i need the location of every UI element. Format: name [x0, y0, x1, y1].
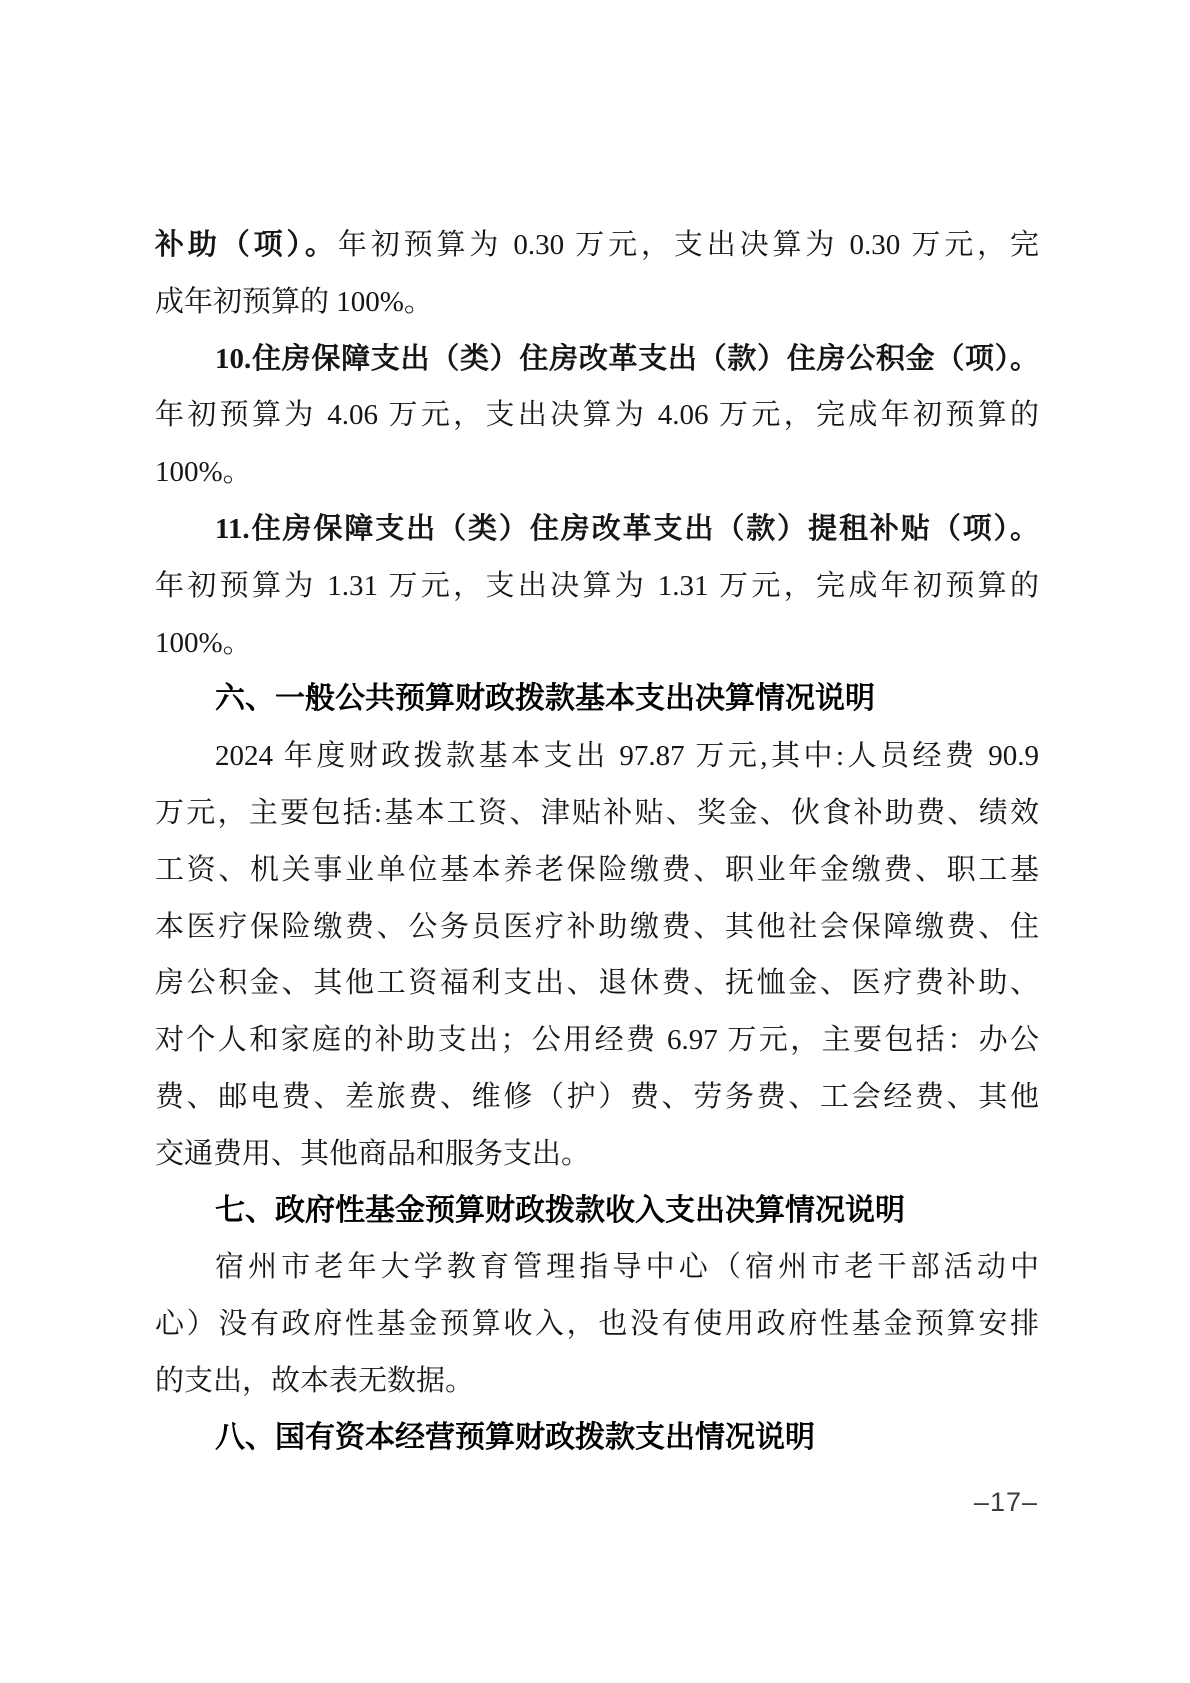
text-block — [155, 217, 1039, 1467]
item-10-body-line-1: 年初预算为 4.06 万元，支出决算为 4.06 万元，完成年初预算的 — [155, 399, 1039, 432]
section-6-para-line-8: 交通费用、其他商品和服务支出。 — [155, 1137, 591, 1170]
item-11-body-line-2: 100%。 — [155, 626, 252, 659]
item-9-tail-line-2: 成年初预算的 100%。 — [155, 285, 433, 318]
item-11-heading: 11.住房保障支出（类）住房改革支出（款）提租补贴（项）。 — [215, 512, 1039, 545]
section-6-para-line-2: 万元，主要包括:基本工资、津贴补贴、奖金、伙食补助费、绩效 — [155, 796, 1039, 829]
section-6-para-line-7: 费、邮电费、差旅费、维修（护）费、劳务费、工会经费、其他 — [155, 1080, 1039, 1113]
section-7-para-line-2: 心）没有政府性基金预算收入，也没有使用政府性基金预算安排 — [155, 1308, 1039, 1341]
item-11-body-line-1: 年初预算为 1.31 万元，支出决算为 1.31 万元，完成年初预算的 — [155, 569, 1039, 602]
section-6-para-line-4: 本医疗保险缴费、公务员医疗补助缴费、其他社会保障缴费、住 — [155, 910, 1039, 943]
section-6-heading: 六、一般公共预算财政拨款基本支出决算情况说明 — [215, 682, 875, 716]
item-10-heading: 10.住房保障支出（类）住房改革支出（款）住房公积金（项）。 — [215, 342, 1039, 375]
section-6-para-line-5: 房公积金、其他工资福利支出、退休费、抚恤金、医疗费补助、 — [155, 967, 1039, 1000]
section-8-heading: 八、国有资本经营预算财政拨款支出情况说明 — [215, 1420, 815, 1454]
section-7-para-line-1: 宿州市老年大学教育管理指导中心（宿州市老干部活动中 — [215, 1251, 1039, 1284]
section-7-heading: 七、政府性基金预算财政拨款收入支出决算情况说明 — [215, 1193, 905, 1227]
item-10-body-line-2: 100%。 — [155, 456, 252, 489]
item-9-tail-bold-prefix: 补助（项）。 — [155, 229, 338, 261]
section-6-para-line-1: 2024 年度财政拨款基本支出 97.87 万元,其中:人员经费 90.9 — [215, 740, 1039, 773]
item-9-tail-line-1 — [155, 217, 1039, 274]
section-6-para-line-3: 工资、机关事业单位基本养老保险缴费、职业年金缴费、职工基 — [155, 853, 1039, 886]
section-7-para-line-3: 的支出，故本表无数据。 — [155, 1364, 475, 1397]
page-number: –17– — [973, 1487, 1038, 1517]
section-6-para-line-6: 对个人和家庭的补助支出；公用经费 6.97 万元，主要包括：办公 — [155, 1024, 1039, 1057]
item-9-tail-rest: 年初预算为 0.30 万元，支出决算为 0.30 万元，完 — [337, 229, 1039, 261]
